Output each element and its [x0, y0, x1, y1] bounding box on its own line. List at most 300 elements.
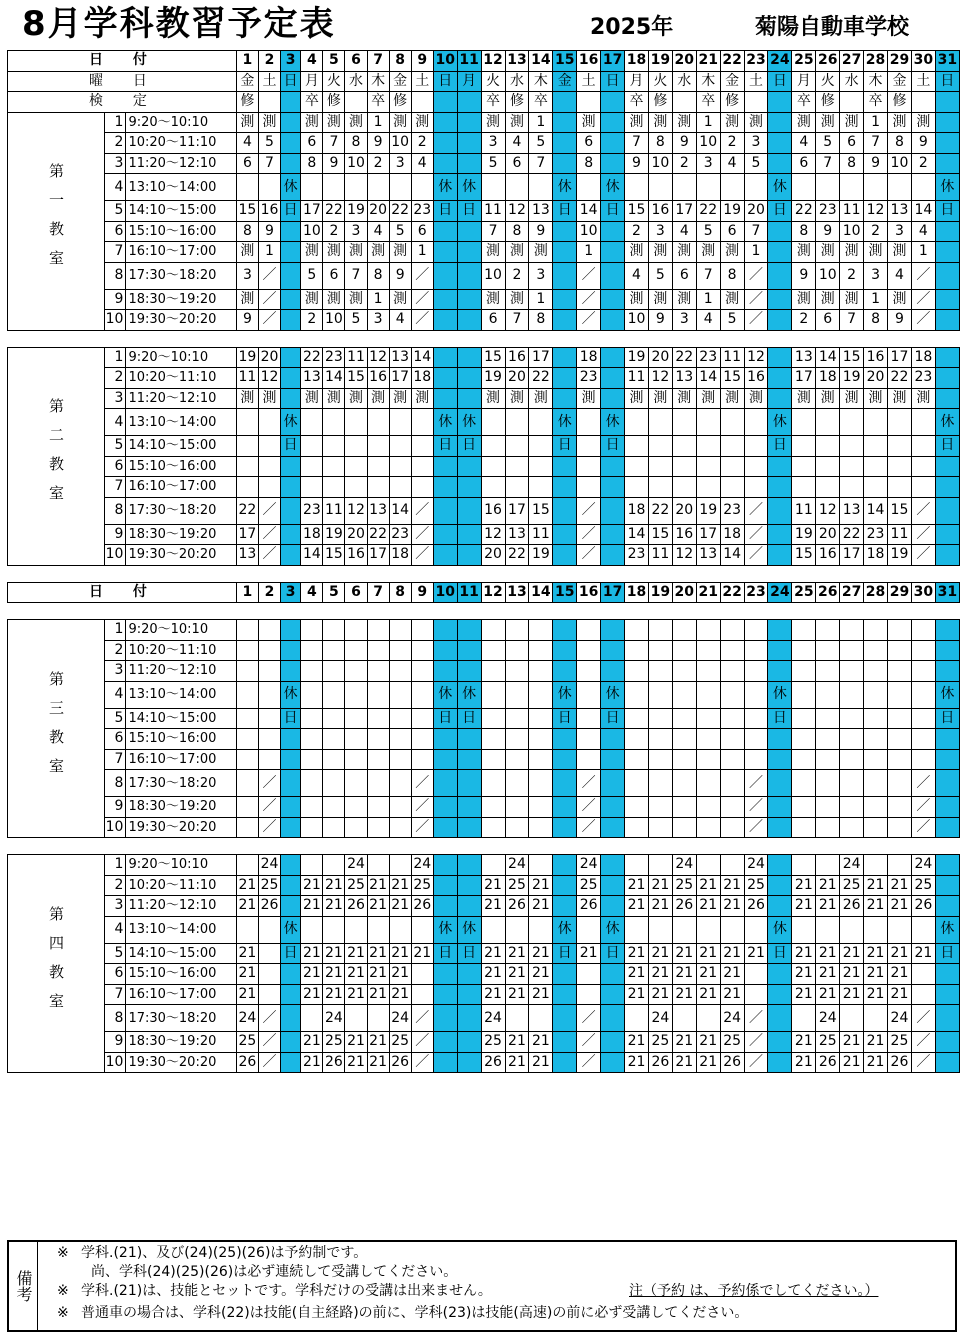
slot-16: 24: [577, 855, 601, 876]
slot-18: [625, 916, 649, 943]
slot-18: [625, 620, 649, 641]
slot-3: [281, 112, 301, 133]
slot-16: ／: [577, 497, 601, 524]
slot-19: [648, 436, 672, 457]
slot-12: [481, 477, 505, 498]
weekday-row-cell-5: 火: [323, 71, 345, 92]
slot-28: 21: [864, 943, 888, 964]
slot-1: 9: [236, 310, 258, 331]
slot-14: 8: [529, 310, 553, 331]
slot-26: 測: [816, 112, 840, 133]
slot-15: [553, 661, 577, 682]
date-row-2: [8, 582, 960, 603]
slot-16: 測: [577, 388, 601, 409]
slot-21: 1: [696, 289, 720, 310]
slot-7: [367, 456, 389, 477]
slot-20: [672, 708, 696, 729]
slot-31: [935, 153, 959, 174]
slot-11: [457, 289, 481, 310]
slot-13: 25: [505, 875, 529, 896]
slot-26: 7: [816, 153, 840, 174]
slot-27: 19: [840, 368, 864, 389]
slot-6: 7: [345, 262, 367, 289]
slot-11: [457, 855, 481, 876]
slot-19: 21: [648, 896, 672, 917]
slot-1: 24: [236, 1005, 258, 1032]
slot-30: [911, 477, 935, 498]
slot-20: 21: [672, 943, 696, 964]
slot-31: [935, 289, 959, 310]
slot-14: [529, 749, 553, 770]
slot-17: [601, 112, 625, 133]
slot-14: [529, 640, 553, 661]
period-time: 11:20〜12:10: [126, 661, 236, 682]
slot-23: [744, 409, 768, 436]
slot-30: 9: [911, 133, 935, 154]
slot-11: 休: [457, 681, 481, 708]
slot-27: [840, 640, 864, 661]
slot-1: [236, 409, 258, 436]
slot-1: [236, 456, 258, 477]
period-time: 16:10〜17:00: [126, 242, 236, 263]
weekday-row-cell-13: 水: [505, 71, 529, 92]
slot-5: 2: [323, 221, 345, 242]
slot-30: [911, 916, 935, 943]
gap-cell: [8, 339, 960, 348]
slot-8: [389, 729, 411, 750]
slot-5: [323, 749, 345, 770]
slot-27: [840, 620, 864, 641]
slot-1: [236, 640, 258, 661]
slot-25: [792, 640, 816, 661]
slot-4: [301, 409, 323, 436]
slot-1: [236, 797, 258, 818]
slot-12: [481, 661, 505, 682]
slot-10: [433, 262, 457, 289]
slot-31: [935, 875, 959, 896]
slot-17: [601, 545, 625, 566]
slot-3: [281, 289, 301, 310]
slot-12: 11: [481, 201, 505, 222]
slot-4: 21: [301, 875, 323, 896]
slot-15: [553, 1052, 577, 1073]
period-time: 13:10〜14:00: [126, 681, 236, 708]
slot-16: [577, 729, 601, 750]
slot-8: 測: [389, 242, 411, 263]
slot-25: [792, 456, 816, 477]
slot-17: [601, 497, 625, 524]
period-time: 18:30〜19:20: [126, 289, 236, 310]
slot-6: 26: [345, 896, 367, 917]
slot-7: 測: [367, 388, 389, 409]
room-2-period-3: [8, 388, 960, 409]
exam-row-cell-3: [281, 92, 301, 113]
slot-31: 日: [935, 201, 959, 222]
date-row-2-cell-5: 5: [323, 582, 345, 603]
slot-25: 21: [792, 964, 816, 985]
slot-20: 20: [672, 497, 696, 524]
period-number: 6: [105, 964, 126, 985]
slot-25: 13: [792, 347, 816, 368]
slot-7: 12: [367, 347, 389, 368]
slot-23: 測: [744, 112, 768, 133]
slot-12: [481, 770, 505, 797]
slot-8: 18: [389, 545, 411, 566]
period-time: 14:10〜15:00: [126, 201, 236, 222]
slot-7: [367, 817, 389, 838]
slot-28: [864, 409, 888, 436]
slot-24: 休: [768, 409, 792, 436]
slot-14: 13: [529, 201, 553, 222]
slot-2: 測: [258, 112, 280, 133]
slot-3: [281, 1005, 301, 1032]
slot-7: 21: [367, 1052, 389, 1073]
slot-10: 休: [433, 916, 457, 943]
period-number: 3: [105, 896, 126, 917]
slot-17: 日: [601, 943, 625, 964]
slot-3: 休: [281, 916, 301, 943]
slot-2: ／: [258, 1052, 280, 1073]
slot-8: [389, 770, 411, 797]
slot-4: 18: [301, 524, 323, 545]
slot-21: [696, 916, 720, 943]
slot-30: ／: [911, 289, 935, 310]
room-3-period-5: [8, 708, 960, 729]
room-2-period-6: [8, 456, 960, 477]
date-row-cell-25: 25: [792, 51, 816, 72]
room-2-period-10: [8, 545, 960, 566]
slot-12: 21: [481, 984, 505, 1005]
period-number: 5: [105, 436, 126, 457]
slot-28: [864, 620, 888, 641]
slot-18: [625, 817, 649, 838]
slot-19: [648, 855, 672, 876]
slot-18: 21: [625, 875, 649, 896]
weekday-row-cell-29: 金: [888, 71, 912, 92]
period-time: 15:10〜16:00: [126, 221, 236, 242]
slot-20: [672, 620, 696, 641]
slot-2: [258, 916, 280, 943]
slot-28: [864, 817, 888, 838]
weekday-row-cell-17: 日: [601, 71, 625, 92]
date-row-2-cell-9: 9: [411, 582, 433, 603]
slot-18: [625, 797, 649, 818]
slot-14: [529, 477, 553, 498]
slot-22: 19: [720, 201, 744, 222]
slot-17: [601, 1052, 625, 1073]
slot-11: [457, 1052, 481, 1073]
room-1-period-8: [8, 262, 960, 289]
slot-29: [888, 797, 912, 818]
slot-26: 6: [816, 310, 840, 331]
slot-7: 21: [367, 1032, 389, 1053]
slot-23: [744, 916, 768, 943]
slot-13: [505, 620, 529, 641]
slot-7: [367, 681, 389, 708]
slot-12: [481, 729, 505, 750]
slot-21: 22: [696, 201, 720, 222]
slot-17: 日: [601, 708, 625, 729]
period-number: 2: [105, 875, 126, 896]
slot-2: [258, 477, 280, 498]
slot-26: [816, 729, 840, 750]
slot-12: 16: [481, 497, 505, 524]
slot-19: 9: [648, 310, 672, 331]
slot-11: [457, 817, 481, 838]
slot-3: 休: [281, 409, 301, 436]
slot-27: 21: [840, 984, 864, 1005]
room-4-period-4: [8, 916, 960, 943]
slot-23: [744, 620, 768, 641]
slot-26: 24: [816, 1005, 840, 1032]
slot-15: [553, 133, 577, 154]
slot-28: 8: [864, 310, 888, 331]
slot-21: [696, 1005, 720, 1032]
slot-15: [553, 797, 577, 818]
date-row-cell-11: 11: [457, 51, 481, 72]
slot-1: 4: [236, 133, 258, 154]
date-row-2-cell-27: 27: [840, 582, 864, 603]
slot-17: [601, 289, 625, 310]
slot-31: [935, 797, 959, 818]
slot-31: [935, 749, 959, 770]
period-number: 2: [105, 640, 126, 661]
slot-31: [935, 984, 959, 1005]
slot-9: ／: [411, 817, 433, 838]
slot-11: [457, 262, 481, 289]
slot-2: [258, 661, 280, 682]
slot-8: [389, 797, 411, 818]
slot-9: 測: [411, 112, 433, 133]
slot-18: [625, 681, 649, 708]
slot-30: [911, 661, 935, 682]
slot-1: 21: [236, 875, 258, 896]
slot-23: [744, 729, 768, 750]
slot-30: [911, 984, 935, 1005]
slot-21: 7: [696, 262, 720, 289]
slot-28: 21: [864, 964, 888, 985]
slot-5: [323, 640, 345, 661]
slot-9: [411, 620, 433, 641]
slot-27: 13: [840, 497, 864, 524]
slot-10: [433, 477, 457, 498]
slot-5: [323, 661, 345, 682]
slot-29: [888, 855, 912, 876]
slot-25: [792, 1005, 816, 1032]
date-row-2-cell-29: 29: [888, 582, 912, 603]
slot-6: 24: [345, 855, 367, 876]
slot-20: [672, 409, 696, 436]
slot-26: [816, 681, 840, 708]
slot-10: [433, 388, 457, 409]
slot-25: 21: [792, 943, 816, 964]
slot-4: [301, 916, 323, 943]
slot-14: [529, 661, 553, 682]
slot-10: [433, 729, 457, 750]
slot-25: [792, 708, 816, 729]
slot-11: [457, 221, 481, 242]
slot-14: 5: [529, 133, 553, 154]
slot-1: [236, 749, 258, 770]
slot-15: 休: [553, 681, 577, 708]
slot-6: 16: [345, 545, 367, 566]
slot-11: 日: [457, 943, 481, 964]
slot-12: 6: [481, 310, 505, 331]
slot-30: 23: [911, 368, 935, 389]
slot-13: 16: [505, 347, 529, 368]
slot-26: 20: [816, 524, 840, 545]
period-number: 8: [105, 497, 126, 524]
slot-14: 9: [529, 221, 553, 242]
slot-13: 17: [505, 497, 529, 524]
slot-7: [367, 770, 389, 797]
slot-6: 10: [345, 153, 367, 174]
slot-12: [481, 436, 505, 457]
slot-27: 17: [840, 545, 864, 566]
slot-12: 20: [481, 545, 505, 566]
slot-12: [481, 916, 505, 943]
slot-18: 9: [625, 153, 649, 174]
slot-5: 21: [323, 896, 345, 917]
slot-10: [433, 133, 457, 154]
slot-5: [323, 174, 345, 201]
slot-20: 測: [672, 112, 696, 133]
slot-14: 21: [529, 1032, 553, 1053]
slot-6: 21: [345, 964, 367, 985]
date-row-cell-10: 10: [433, 51, 457, 72]
slot-27: 測: [840, 388, 864, 409]
period-time: 17:30〜18:20: [126, 770, 236, 797]
slot-28: 21: [864, 875, 888, 896]
slot-30: ／: [911, 1005, 935, 1032]
slot-4: [301, 1005, 323, 1032]
slot-12: [481, 817, 505, 838]
slot-18: 測: [625, 289, 649, 310]
slot-28: 1: [864, 112, 888, 133]
slot-25: [792, 749, 816, 770]
slot-23: 25: [744, 875, 768, 896]
slot-4: [301, 770, 323, 797]
room-name-4: 第四教室: [8, 855, 105, 1073]
section-gap: [8, 838, 960, 847]
slot-10: 日: [433, 201, 457, 222]
slot-15: [553, 153, 577, 174]
slot-3: [281, 855, 301, 876]
slot-17: 休: [601, 916, 625, 943]
slot-4: [301, 797, 323, 818]
slot-20: 測: [672, 388, 696, 409]
slot-28: 16: [864, 347, 888, 368]
slot-21: [696, 817, 720, 838]
slot-29: 10: [888, 153, 912, 174]
slot-2: [258, 708, 280, 729]
slot-2: [258, 681, 280, 708]
slot-29: [888, 708, 912, 729]
slot-29: 24: [888, 1005, 912, 1032]
exam-row-cell-19: 修: [648, 92, 672, 113]
slot-26: 23: [816, 201, 840, 222]
slot-16: [577, 436, 601, 457]
slot-28: [864, 640, 888, 661]
slot-25: [792, 174, 816, 201]
slot-26: [816, 855, 840, 876]
slot-19: [648, 681, 672, 708]
slot-17: [601, 456, 625, 477]
slot-21: [696, 640, 720, 661]
slot-9: [411, 964, 433, 985]
slot-8: [389, 620, 411, 641]
slot-15: [553, 984, 577, 1005]
date-row-2-cell-3: 3: [281, 582, 301, 603]
slot-17: [601, 347, 625, 368]
slot-20: [672, 916, 696, 943]
slot-22: 21: [720, 943, 744, 964]
slot-5: [323, 916, 345, 943]
slot-20: [672, 436, 696, 457]
slot-28: 7: [864, 133, 888, 154]
slot-6: 12: [345, 497, 367, 524]
slot-12: 21: [481, 875, 505, 896]
slot-23: ／: [744, 262, 768, 289]
slot-24: [768, 221, 792, 242]
slot-25: [792, 661, 816, 682]
slot-11: [457, 620, 481, 641]
slot-19: [648, 708, 672, 729]
slot-13: 21: [505, 964, 529, 985]
date-row-2-cell-14: 14: [529, 582, 553, 603]
slot-3: [281, 262, 301, 289]
period-number: 1: [105, 347, 126, 368]
room-1-period-5: [8, 201, 960, 222]
room-3-period-9: [8, 797, 960, 818]
slot-2: [258, 729, 280, 750]
slot-21: 23: [696, 347, 720, 368]
date-row-2-cell-1: 1: [236, 582, 258, 603]
slot-3: [281, 347, 301, 368]
slot-12: 19: [481, 368, 505, 389]
slot-18: 23: [625, 545, 649, 566]
slot-19: [648, 749, 672, 770]
slot-8: 9: [389, 262, 411, 289]
slot-21: [696, 477, 720, 498]
slot-29: 21: [888, 896, 912, 917]
slot-26: [816, 916, 840, 943]
room-2-period-5: [8, 436, 960, 457]
weekday-row-cell-27: 水: [840, 71, 864, 92]
slot-31: [935, 456, 959, 477]
slot-31: [935, 477, 959, 498]
slot-21: 21: [696, 896, 720, 917]
slot-1: 26: [236, 1052, 258, 1073]
period-number: 3: [105, 388, 126, 409]
slot-6: 19: [345, 201, 367, 222]
slot-14: 測: [529, 242, 553, 263]
period-time: 19:30〜20:20: [126, 310, 236, 331]
slot-26: 測: [816, 242, 840, 263]
exam-row-cell-7: 卒: [367, 92, 389, 113]
slot-22: 26: [720, 1052, 744, 1073]
slot-7: 4: [367, 221, 389, 242]
slot-7: 測: [367, 242, 389, 263]
slot-22: 23: [720, 497, 744, 524]
slot-11: [457, 133, 481, 154]
slot-24: [768, 262, 792, 289]
slot-16: 23: [577, 368, 601, 389]
room-2-period-9: [8, 524, 960, 545]
slot-28: 12: [864, 201, 888, 222]
slot-31: 日: [935, 436, 959, 457]
exam-row-cell-16: [577, 92, 601, 113]
